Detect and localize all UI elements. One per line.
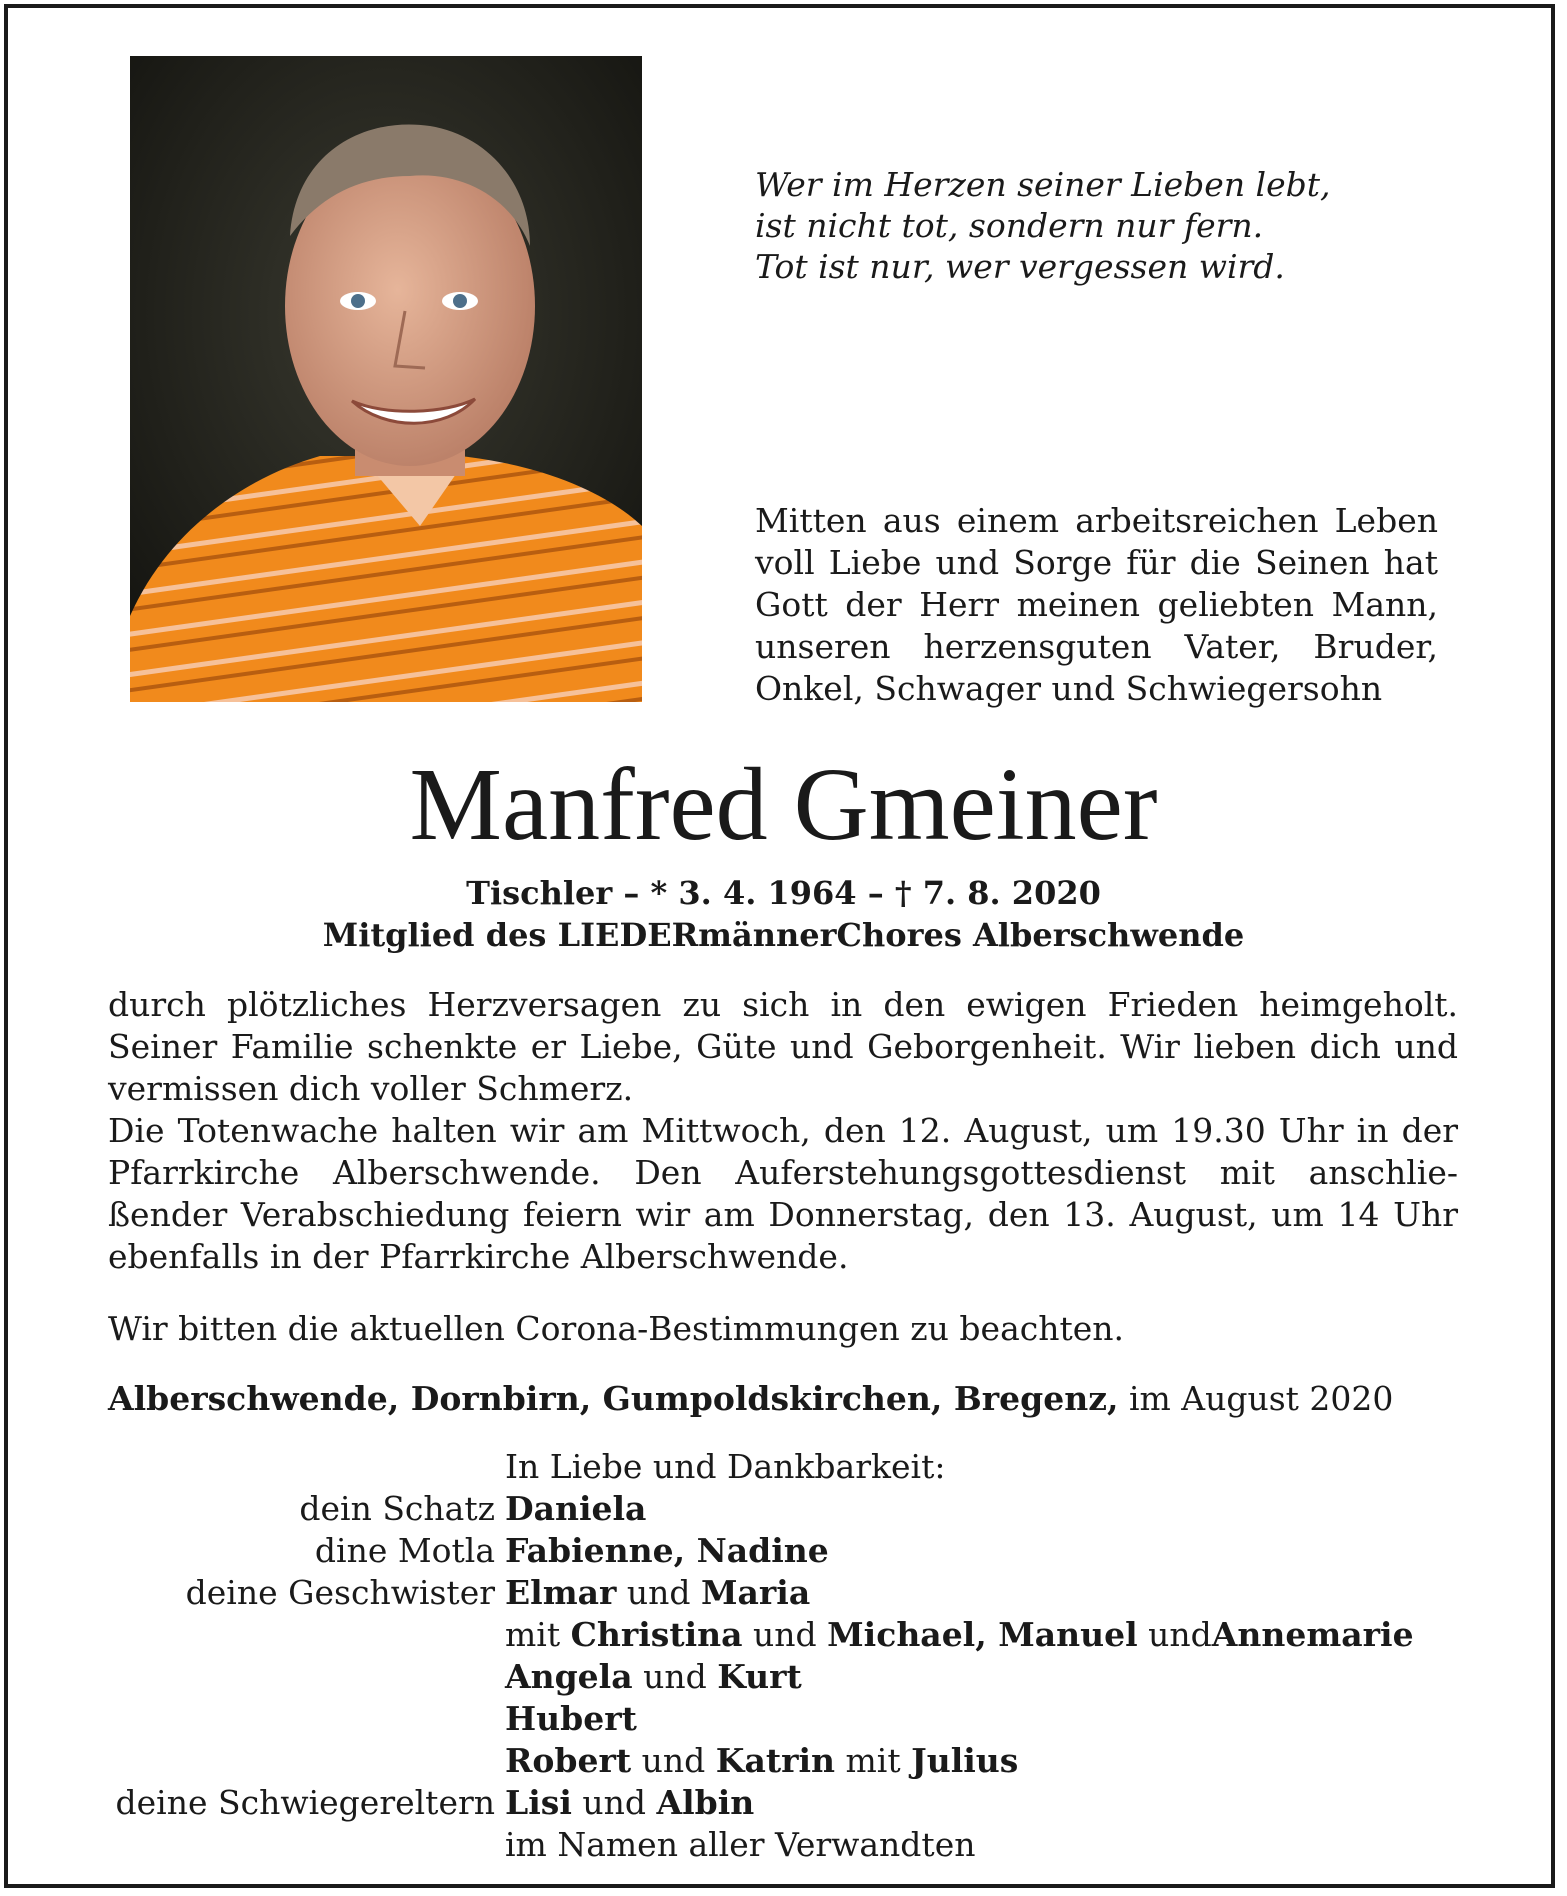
family-name: Albin [656, 1783, 755, 1822]
connector-text: und [632, 1657, 718, 1696]
body-line: vermissen dich voller Schmerz. [108, 1069, 634, 1108]
family-names [505, 1530, 829, 1572]
relation-label: deine Geschwister [185, 1573, 495, 1612]
family-name: Julius [911, 1741, 1019, 1780]
intro-line: Onkel, Schwager und Schwiegersohn [755, 669, 1383, 708]
family-names [505, 1572, 810, 1614]
family-name: Christina [570, 1615, 743, 1654]
intro-line: unseren herzensguten Vater, Bruder, [755, 627, 1438, 666]
family-names [505, 1782, 754, 1824]
connector-text: mit [505, 1615, 571, 1654]
body-line: Die Totenwache halten wir am Mittwoch, den 12. August, um 19.30 Uhr in der [108, 1111, 1458, 1150]
quote-line: ist nicht tot, sondern nur fern. [755, 206, 1264, 245]
family-name: Hubert [505, 1699, 637, 1738]
body-line: Seiner Familie schenkte er Liebe, Güte und Geborgenheit. Wir lieben dich und [108, 1027, 1458, 1066]
family-names [505, 1656, 802, 1698]
relation-label: deine Schwiegereltern [115, 1783, 495, 1822]
body-line: Pfarrkirche Alberschwende. Den Auferstehungsgottesdienst mit anschlie- [108, 1153, 1458, 1192]
family-name: Katrin [715, 1741, 835, 1780]
connector-text: im Namen aller Verwandten [505, 1825, 976, 1864]
family-name: Daniela [505, 1489, 647, 1528]
family-names [505, 1740, 1018, 1782]
corona-text: Wir bitten die aktuellen Corona-Bestimmungen zu beachten. [108, 1309, 1125, 1348]
connector-text: und [742, 1615, 828, 1654]
family-names [505, 1614, 1414, 1656]
dank-text: In Liebe und Dankbarkeit: [505, 1447, 946, 1486]
connector-text: mit [835, 1741, 912, 1780]
relation-label: dine Motla [314, 1531, 495, 1570]
family-name: Kurt [717, 1657, 802, 1696]
relation-label: dein Schatz [299, 1489, 495, 1528]
quote-line: Tot ist nur, wer vergessen wird. [755, 247, 1285, 286]
connector-text: und [571, 1783, 657, 1822]
connector-text: und [631, 1741, 716, 1780]
family-name: Fabienne, Nadine [505, 1531, 829, 1570]
family-name: Annemarie [1211, 1615, 1414, 1654]
corona-note [108, 1308, 1458, 1350]
connector-text: und [616, 1573, 701, 1612]
body-line: ßender Verabschiedung feiern wir am Donnerstag, den 13. August, um 14 Uhr [108, 1195, 1458, 1234]
intro-line: Gott der Herr meinen geliebten Mann, [755, 585, 1438, 624]
family-names [505, 1698, 637, 1740]
family-name: Michael, Manuel [827, 1615, 1138, 1654]
date-text: im August 2020 [1118, 1379, 1394, 1418]
connector-text: und [1137, 1615, 1212, 1654]
family-name: Elmar [505, 1573, 617, 1612]
body-paragraph-1 [108, 984, 1458, 1110]
family-names [505, 1488, 646, 1530]
places-names: Alberschwende, Dornbirn, Gumpoldskirchen, Bregenz, [108, 1379, 1119, 1418]
profession-dates: Tischler – * 3. 4. 1964 – † 7. 8. 2020 [466, 874, 1101, 912]
places-date [108, 1378, 1393, 1420]
intro-line: Mitten aus einem arbeitsreichen Leben [755, 501, 1438, 540]
memorial-quote [755, 164, 1475, 287]
family-name: Lisi [505, 1783, 572, 1822]
family-name: Robert [505, 1741, 632, 1780]
deceased-name: Manfred Gmeiner [409, 747, 1158, 862]
intro-line: voll Liebe und Sorge für die Seinen hat [755, 543, 1438, 582]
body-paragraph-2 [108, 1110, 1458, 1278]
body-line: durch plötzliches Herzversagen zu sich in den ewigen Frieden heimgeholt. [108, 985, 1458, 1024]
quote-line: Wer im Herzen seiner Lieben lebt, [755, 165, 1331, 204]
body-line: ebenfalls in der Pfarrkirche Alberschwende. [108, 1237, 849, 1276]
intro-text [755, 500, 1438, 710]
membership: Mitglied des LIEDERmännerChores Alberschwende [322, 916, 1245, 954]
family-name: Maria [701, 1573, 811, 1612]
family-name: Angela [505, 1657, 633, 1696]
portrait-photo [130, 56, 642, 702]
family-names [505, 1824, 975, 1866]
